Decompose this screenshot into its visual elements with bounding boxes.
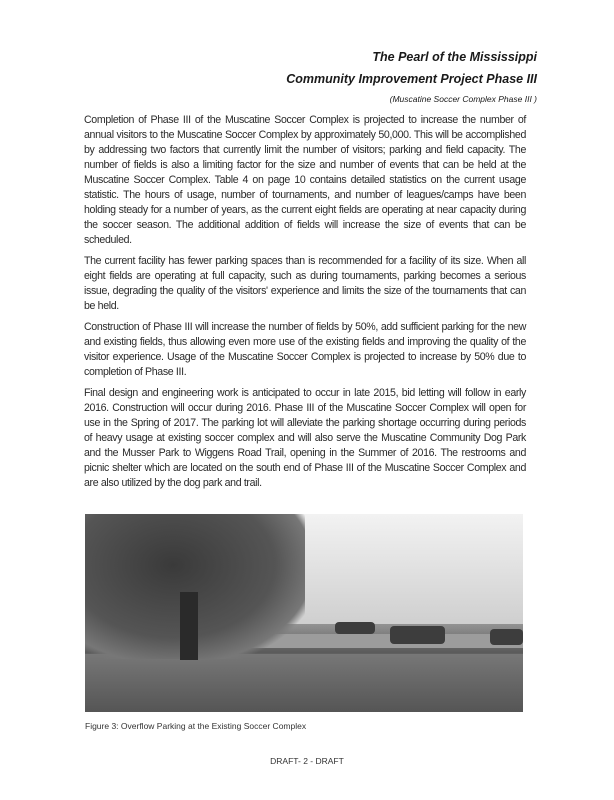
body-text — [84, 113, 526, 497]
paragraph: Final design and engineering work is anticipated to occur in late 2015, bid letting will follow in early 2016. Construction will occur during 2016. Phase III of the Muscatine Soccer Complex will open for use in the Spring of 2017. The parking lot will alleviate the parking shortage occurring during periods of heavy usage at existing soccer complex and will also serve the Muscatine Community Dog Park and the Musser Park to Wiggens Road Trail, opening in the Summer of 2016. The restrooms and picnic shelter which are located on the south end of Phase III of the Muscatine Soccer Complex and are also utilized by the dog park and trail. — [84, 387, 526, 489]
photo-grass — [85, 654, 523, 712]
project-name: (Muscatine Soccer Complex Phase III ) — [389, 94, 537, 104]
paragraph: Completion of Phase III of the Muscatine Soccer Complex is projected to increase the number of annual visitors to the Muscatine Soccer Complex by approximately 50,000. This will be accomplished by addressing two factors that currently limit the number of visitors; parking and field capacity. The number of fields is also a limiting factor for the size and number of events that can be held at the Muscatine Soccer Complex. Table 4 on page 10 contains detailed statistics on the current usage statistic. The hours of usage, number of tournaments, and number of leagues/camps have been holding steady for a number of years, as the current eight fields are operating at near capacity during the soccer season. The additional addition of fields will increase the size of events that can be scheduled. — [84, 114, 526, 246]
paragraph: Construction of Phase III will increase the number of fields by 50%, add sufficient parking for the new and existing fields, thus allowing even more use of the existing fields and improving the quality of the visitor experience. Usage of the Muscatine Soccer Complex is projected to increase by 50% due to completion of Phase III. — [84, 321, 526, 378]
photo-car — [390, 626, 445, 644]
overflow-parking-photo — [85, 514, 523, 712]
photo-car — [490, 629, 523, 645]
photo-tree-trunk — [180, 592, 198, 660]
photo-car — [335, 622, 375, 634]
figure-caption: Figure 3: Overflow Parking at the Existing Soccer Complex — [85, 721, 307, 731]
page-footer: DRAFT- 2 - DRAFT — [270, 756, 344, 766]
document-title: The Pearl of the Mississippi — [372, 50, 537, 64]
paragraph: The current facility has fewer parking spaces than is recommended for a facility of its size. When all eight fields are operating at full capacity, such as during tournaments, parking becomes a serious issue, degrading the quality of the visitors' experience and limits the size of the tournaments that can be held. — [84, 255, 526, 312]
document-subtitle: Community Improvement Project Phase III — [286, 72, 537, 86]
